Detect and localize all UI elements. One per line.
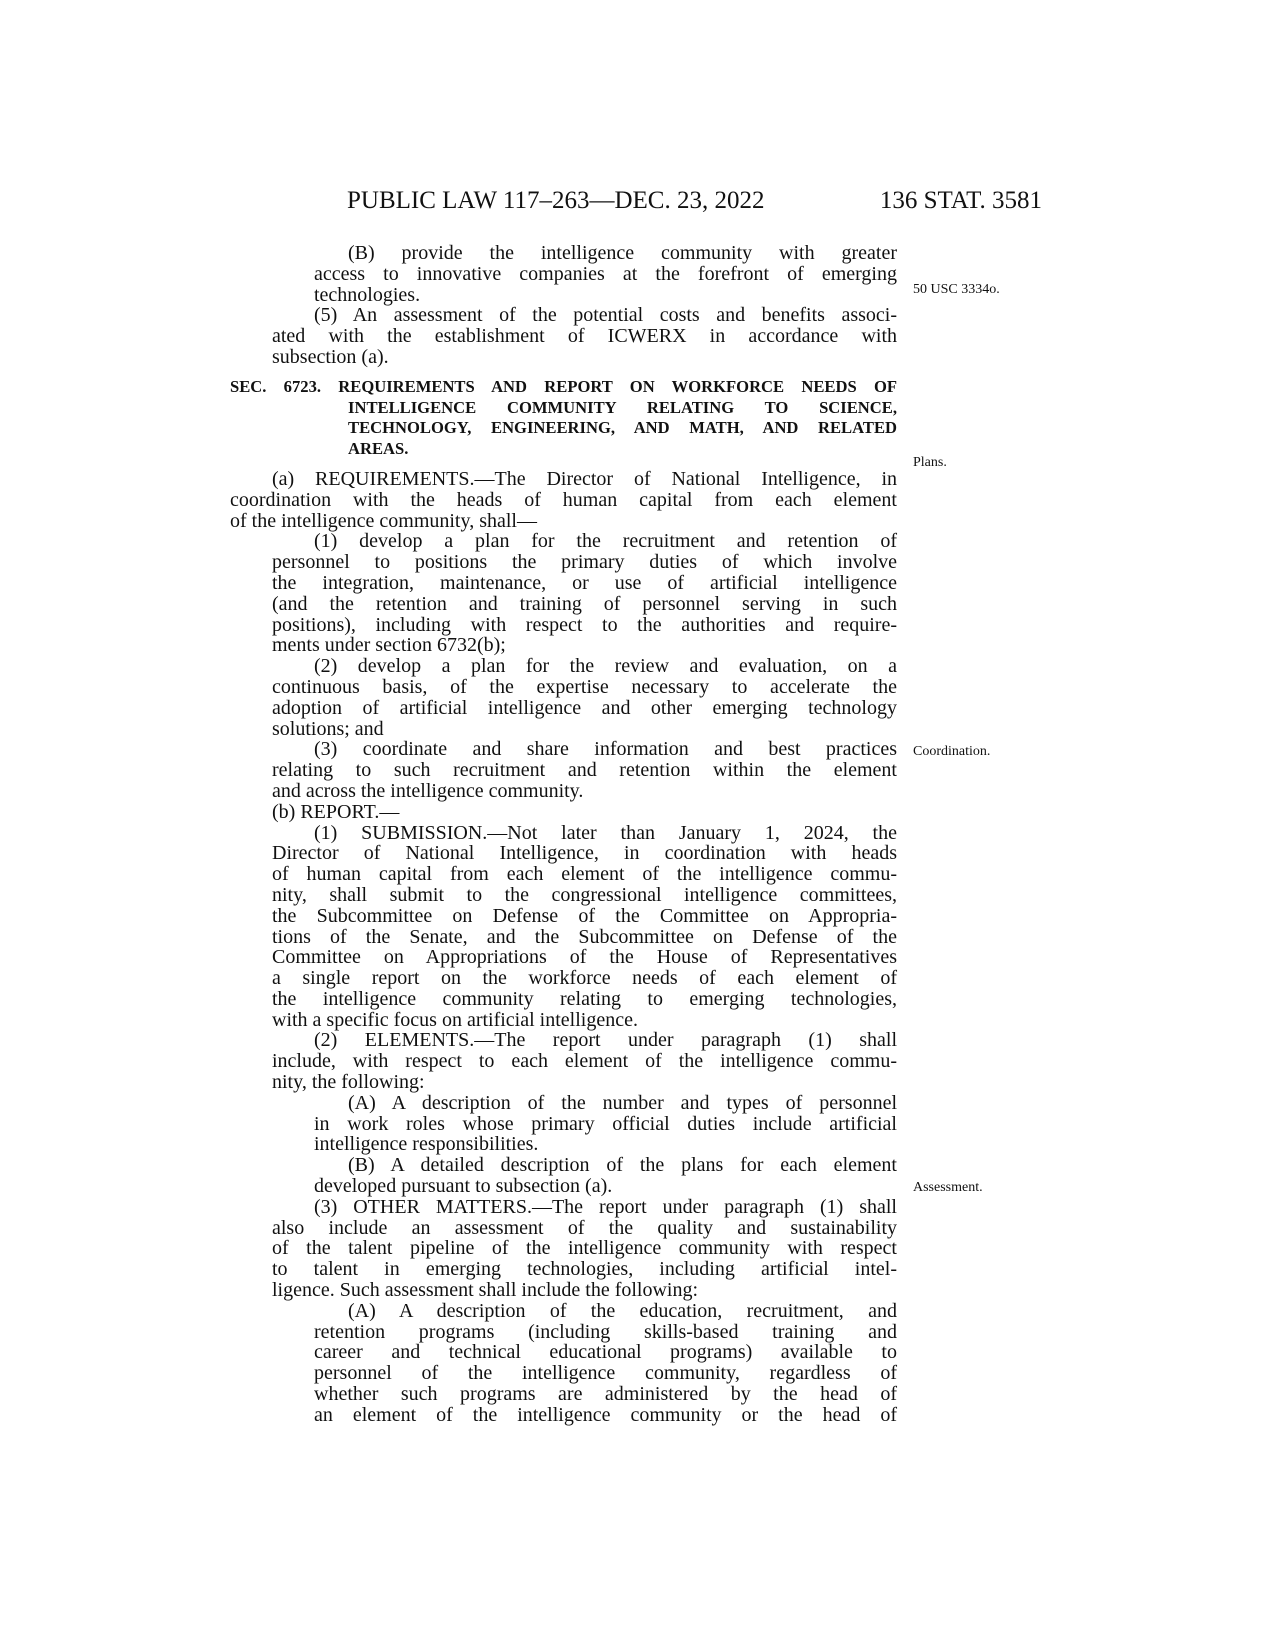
text-line: (5) An assessment of the potential costs and benefits associ- <box>314 304 897 327</box>
text-line: (2) develop a plan for the review and evaluation, on a <box>314 655 897 678</box>
text-line: of the intelligence community, shall— <box>230 509 537 532</box>
text-line: coordination with the heads of human capital from each element <box>230 488 897 511</box>
text-line: (and the retention and training of personnel serving in such <box>272 592 897 615</box>
text-line: a single report on the workforce needs of each element of <box>272 967 897 990</box>
text-line: (A) A description of the number and types of personnel <box>348 1091 897 1114</box>
text-line: the Subcommittee on Defense of the Committee on Appropria- <box>272 904 897 927</box>
text-line: subsection (a). <box>272 345 389 368</box>
text-line: (A) A description of the education, recruitment, and <box>348 1299 897 1322</box>
page-number: 136 STAT. 3581 <box>879 187 1042 214</box>
text-line: personnel of the intelligence community, regardless of <box>314 1362 897 1385</box>
text-line: solutions; and <box>272 717 384 740</box>
text-line: personnel to positions the primary duties of which involve <box>272 551 897 574</box>
text-line: and across the intelligence community. <box>272 779 584 802</box>
text-line: technologies. <box>314 283 421 306</box>
text-line: continuous basis, of the expertise necessary to accelerate the <box>272 675 897 698</box>
text-line: (b) REPORT.— <box>272 800 400 823</box>
text-line: positions), including with respect to the authorities and require- <box>272 613 897 636</box>
text-line: ated with the establishment of ICWERX in accordance with <box>272 325 897 348</box>
section-heading-line: TECHNOLOGY, ENGINEERING, AND MATH, AND RELATED <box>348 418 897 438</box>
text-line: (B) provide the intelligence community with greater <box>348 242 897 264</box>
text-line: of the talent pipeline of the intelligence community with respect <box>272 1237 897 1260</box>
text-line: (B) A detailed description of the plans for each element <box>348 1154 897 1177</box>
section-heading <box>230 377 897 460</box>
usc-citation-note: 50 USC 3334o. <box>913 282 1000 297</box>
text-line: Committee on Appropriations of the House of Representatives <box>272 946 897 969</box>
text-line: (2) ELEMENTS.—The report under paragraph (1) shall <box>314 1029 897 1052</box>
text-line: the intelligence community relating to emerging technologies, <box>272 987 897 1010</box>
text-line: also include an assessment of the quality and sustainability <box>272 1216 897 1239</box>
section-heading-line: SEC. 6723. REQUIREMENTS AND REPORT ON WORKFORCE NEEDS OF <box>230 376 897 396</box>
text-line: nity, the following: <box>272 1071 425 1094</box>
text-line: (3) coordinate and share information and best practices <box>314 738 897 761</box>
text-line: relating to such recruitment and retention within the element <box>272 759 897 782</box>
text-line: with a specific focus on artificial intelligence. <box>272 1008 638 1031</box>
text-line: ligence. Such assessment shall include the following: <box>272 1279 699 1302</box>
text-line: of human capital from each element of the intelligence commu- <box>272 863 897 886</box>
text-line: in work roles whose primary official duties include artificial <box>314 1112 897 1135</box>
coordination-note: Coordination. <box>913 744 991 759</box>
text-line: access to innovative companies at the forefront of emerging <box>314 262 897 285</box>
text-line: the integration, maintenance, or use of artificial intelligence <box>272 571 897 594</box>
assessment-note: Assessment. <box>913 1180 983 1195</box>
text-line: (1) SUBMISSION.—Not later than January 1, 2024, the <box>314 821 897 844</box>
text-line: career and technical educational programs) available to <box>314 1341 897 1364</box>
text-line: an element of the intelligence community or the head of <box>314 1403 897 1426</box>
section-heading-line: INTELLIGENCE COMMUNITY RELATING TO SCIENCE, <box>348 397 897 417</box>
text-line: developed pursuant to subsection (a). <box>314 1175 613 1198</box>
text-line: include, with respect to each element of the intelligence commu- <box>272 1050 897 1073</box>
text-line: retention programs (including skills-based training and <box>314 1320 897 1343</box>
section-heading-line: AREAS. <box>348 439 409 459</box>
text-line: (a) REQUIREMENTS.—The Director of National Intelligence, in <box>272 467 897 490</box>
text-line: (1) develop a plan for the recruitment and retention of <box>314 530 897 553</box>
text-line: Director of National Intelligence, in coordination with heads <box>272 842 897 865</box>
text-line: tions of the Senate, and the Subcommittee on Defense of the <box>272 925 897 948</box>
text-line: adoption of artificial intelligence and other emerging technology <box>272 696 897 719</box>
plans-note: Plans. <box>913 455 947 470</box>
text-line: whether such programs are administered by the head of <box>314 1383 897 1406</box>
text-line: intelligence responsibilities. <box>314 1133 539 1156</box>
text-line: nity, shall submit to the congressional intelligence committees, <box>272 883 897 906</box>
text-line: to talent in emerging technologies, including artificial intel- <box>272 1258 897 1281</box>
running-header-title: PUBLIC LAW 117–263—DEC. 23, 2022 <box>347 187 765 214</box>
text-body <box>230 243 897 1426</box>
text-line: (3) OTHER MATTERS.—The report under paragraph (1) shall <box>314 1195 897 1218</box>
text-line: ments under section 6732(b); <box>272 634 506 657</box>
